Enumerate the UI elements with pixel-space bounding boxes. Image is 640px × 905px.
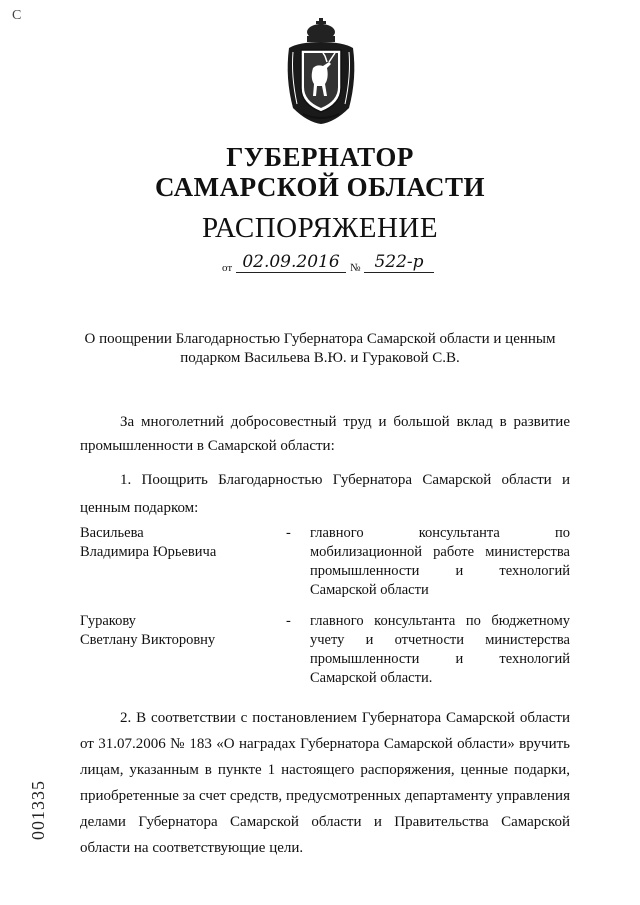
item-1-paragraph: 1. Поощрить Благодарностью Губернатора Самарской области и ценным подарком: — [80, 472, 570, 516]
document-date: 02.09.2016 — [236, 252, 346, 273]
dash: - — [286, 525, 291, 541]
dash: - — [286, 613, 291, 629]
date-label: от — [222, 262, 233, 274]
document-subject — [60, 330, 580, 368]
awardee-surname: Васильева — [80, 525, 144, 541]
document-type: РАСПОРЯЖЕНИЕ — [201, 212, 439, 244]
awardee-given-names: Светлану Викторовну — [80, 632, 216, 648]
side-serial-number: 001335 — [28, 780, 48, 840]
document-number: 522-р — [364, 252, 434, 273]
awardee-position: главного консультанта по мобилизационной работе министерства промышленности и технологий Самарской области — [310, 525, 570, 598]
awardee-surname: Гуракову — [80, 613, 136, 629]
issuer-title-line1: ГУБЕРНАТОР — [226, 142, 414, 172]
subject-line2: подарком Васильева В.Ю. и Гураковой С.В. — [180, 350, 460, 366]
item-2-paragraph: 2. В соответствии с постановлением Губернатора Самарской области от 31.07.2006 № 183 «О наградах Губернатора Самарской области» вручить лицам, указанным в пункте 1 настоящего распоряжения, ценные подарки, приобретенные за счет средств, предусмотренных департаменту управления делами Губернатора Самарской области и Правительства Самарской области на соответствующие цели. — [80, 710, 570, 856]
corner-mark: С — [12, 8, 22, 23]
number-label: № — [350, 262, 361, 274]
subject-line1: О поощрении Благодарностью Губернатора Самарской области и ценным — [84, 331, 556, 347]
issuer-title-line2: САМАРСКОЙ ОБЛАСТИ — [154, 172, 486, 202]
awardee-given-names: Владимира Юрьевича — [80, 544, 217, 560]
awardee-name — [80, 612, 270, 650]
intro-paragraph: За многолетний добросовестный труд и большой вклад в развитие промышленности в Самарской области: — [80, 414, 570, 454]
awardee-name — [80, 524, 270, 562]
document-number-line — [222, 252, 442, 276]
awardee-position: главного консультанта по бюджетному учету и отчетности министерства промышленности и технологий Самарской области. — [310, 613, 570, 686]
coat-of-arms-icon — [283, 18, 359, 126]
